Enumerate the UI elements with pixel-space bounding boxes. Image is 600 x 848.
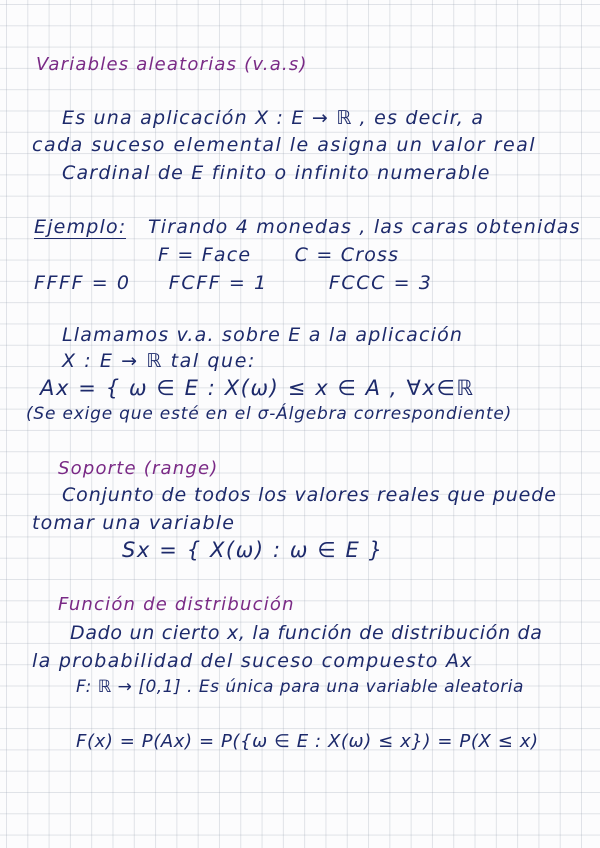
va-set-formula: Ax = { ω ∈ E : X(ω) ≤ x ∈ A , ∀x∈ℝ	[40, 376, 475, 400]
section-title-variables-aleatorias: Variables aleatorias (v.a.s)	[36, 54, 308, 75]
support-line-1: Conjunto de todos los valores reales que puede	[62, 484, 557, 506]
va-definition-line-1: Llamamos v.a. sobre E a la aplicación	[62, 324, 464, 346]
va-note: (Se exige que esté en el σ-Álgebra correspondiente)	[26, 404, 513, 424]
support-formula: Sx = { X(ω) : ω ∈ E }	[122, 538, 384, 562]
definition-line-1: Es una aplicación X : E → ℝ , es decir, a	[62, 107, 485, 129]
support-line-2: tomar una variable	[32, 512, 236, 534]
example-legend: F = Face C = Cross	[158, 244, 400, 266]
example-text: Tirando 4 monedas , las caras obtenidas	[148, 216, 581, 238]
distribution-line-1: Dado un cierto x, la función de distribución da	[70, 622, 543, 644]
definition-line-2: cada suceso elemental le asigna un valor real	[32, 134, 537, 156]
section-title-soporte: Soporte (range)	[58, 458, 219, 479]
example-values: FFFF = 0 FCFF = 1 FCCC = 3	[34, 272, 433, 294]
distribution-line-2: la probabilidad del suceso compuesto Ax	[32, 650, 473, 672]
distribution-formula: F(x) = P(Ax) = P({ω ∈ E : X(ω) ≤ x}) = P(X ≤ x)	[76, 731, 539, 752]
example-label: Ejemplo:	[34, 216, 127, 238]
distribution-line-3: F: ℝ → [0,1] . Es única para una variable aleatoria	[76, 677, 524, 697]
section-title-funcion-distribucion: Función de distribución	[58, 594, 295, 615]
definition-line-3: Cardinal de E finito o infinito numerable	[62, 162, 491, 184]
va-definition-line-2: X : E → ℝ tal que:	[62, 350, 256, 372]
